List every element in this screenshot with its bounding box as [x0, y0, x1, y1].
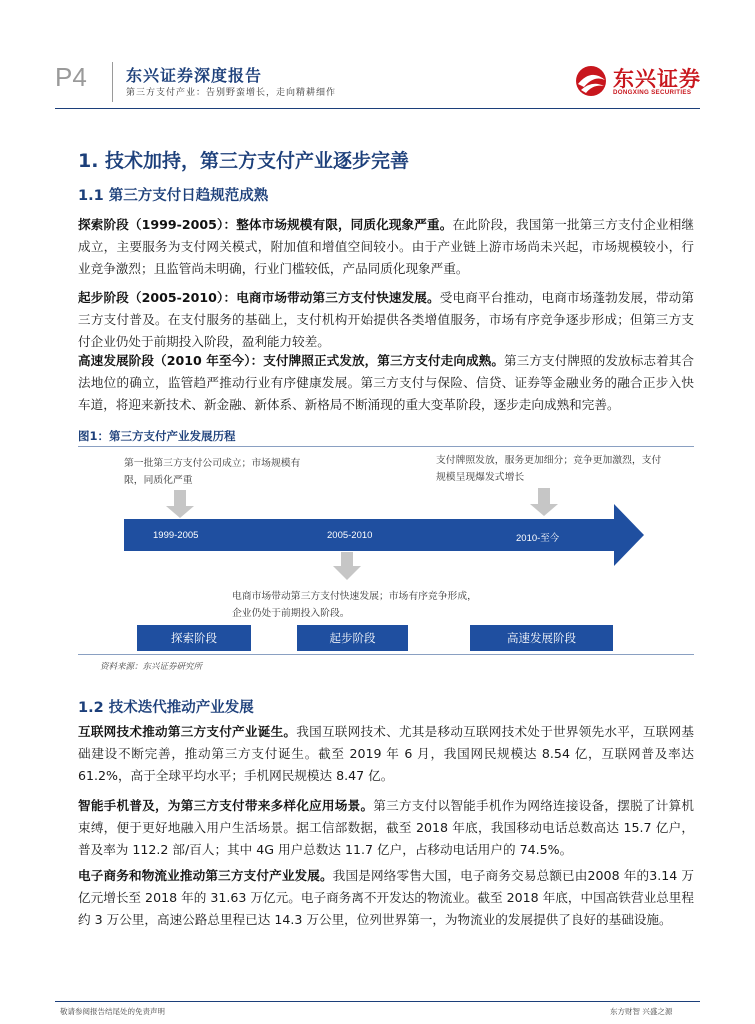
figure-note-exploration: 第一批第三方支付公司成立；市场规模有限，同质化严重 [124, 458, 301, 486]
page-number: P4 [55, 62, 87, 92]
paragraph-smartphone [78, 795, 694, 861]
paragraph-body: 第三方支付以智能手机作为网络连接设备，摆脱了计算机束缚，便于更好地融入用户生活场景。据工信部数据，截至 2018 年底，我国移动电话总数高达 15.7 亿户，普及率为 112.2 部/百人；其中 4G 用户总数达 11.7 亿户，占移动电话用户的 74.5%。 [78, 798, 695, 857]
paragraph-body: 受电商平台推动，电商市场蓬勃发展，带动第三方支付普及。在支付服务的基础上，支付机构开始提供各类增值服务，市场有序竞争逐步形成；但第三方支付企业仍处于前期投入阶段，盈利能力较差。 [78, 290, 695, 349]
paragraph-lead: 高速发展阶段（2010 年至今）：支付牌照正式发放，第三方支付走向成熟。 [78, 353, 505, 368]
figure-note-growth: 支付牌照发放，服务更加细分；竞争更加激烈，支付规模呈现爆发式增长 [436, 455, 662, 483]
header-divider [112, 62, 113, 102]
paragraph-body: 在此阶段，我国第一批第三方支付企业相继成立，主要服务为支付网关模式，附加值和增值空间较小。由于产业链上游市场尚未兴起，市场规模较小，行业竞争激烈；且监管尚未明确，行业门槛较低，产品同质化现象严重。 [78, 217, 695, 276]
figure-title: 图1：第三方支付产业发展历程 [78, 429, 236, 443]
timeline-label: 2010-至今 [516, 533, 560, 544]
paragraph-startup [78, 287, 694, 353]
figure-bottom-rule [78, 654, 694, 655]
paragraph-lead: 互联网技术推动第三方支付产业诞生。 [78, 724, 297, 739]
paragraph-exploration [78, 214, 694, 280]
paragraph-lead: 智能手机普及，为第三方支付带来多样化应用场景。 [78, 798, 374, 813]
up-arrow-icon [530, 488, 558, 516]
header-rule [55, 108, 700, 109]
stage-box-startup: 起步阶段 [297, 625, 408, 651]
down-arrow-icon [333, 552, 361, 580]
paragraph-internet [78, 721, 694, 787]
subsection-title-1: 1.1 第三方支付日趋规范成熟 [78, 188, 269, 204]
report-subtitle: 第三方支付产业：告别野蛮增长，走向精耕细作 [126, 88, 337, 98]
stage-box-growth: 高速发展阶段 [470, 625, 613, 651]
paragraph-body: 第三方支付牌照的发放标志着其合法地位的确立，监管趋严推动行业有序健康发展。第三方支付与保险、信贷、证券等金融业务的融合正步入快车道，将迎来新技术、新金融、新体系、新格局不断涌现的重大变革阶段，逐步走向成熟和完善。 [78, 353, 695, 412]
up-arrow-icon [166, 490, 194, 518]
paragraph-lead: 探索阶段（1999-2005）：整体市场规模有限，同质化现象严重。 [78, 217, 453, 232]
footer-rule [55, 1001, 700, 1002]
logo-subtext: DONGXING SECURITIES [613, 89, 692, 96]
timeline-label: 2005-2010 [327, 530, 373, 541]
figure-source: 资料来源：东兴证券研究所 [100, 662, 203, 672]
paragraph-ecommerce [78, 865, 694, 931]
figure-note-startup: 电商市场带动第三方支付快速发展；市场有序竞争形成，企业仍处于前期投入阶段。 [232, 591, 477, 619]
section-title: 1. 技术加持，第三方支付产业逐步完善 [78, 150, 410, 172]
paragraph-lead: 电子商务和物流业推动第三方支付产业发展。 [78, 868, 333, 883]
report-title: 东兴证券深度报告 [126, 66, 263, 85]
subsection-title-2: 1.2 技术迭代推动产业发展 [78, 700, 254, 716]
paragraph-lead: 起步阶段（2005-2010）：电商市场带动第三方支付快速发展。 [78, 290, 440, 305]
timeline-arrow-icon [124, 504, 644, 566]
logo-text: 东兴证券 [613, 67, 701, 91]
stage-box-exploration: 探索阶段 [137, 625, 251, 651]
paragraph-rapid-growth [78, 350, 694, 416]
paragraph-body: 我国是网络零售大国，电子商务交易总额已由2008 年的3.14 万亿元增长至 2018 年的 31.63 万亿元。电子商务离不开发达的物流业。截至 2018 年底，中国高铁营业总里程约 3 万公里，高速公路总里程已达 14.3 万公里，位列世界第一，为物流业的发展提供了良好的基础设施。 [78, 868, 694, 927]
timeline-label: 1999-2005 [153, 530, 199, 541]
footer-disclaimer: 敬请参阅报告结尾处的免责声明 [60, 1007, 165, 1016]
paragraph-body: 我国互联网技术、尤其是移动互联网技术处于世界领先水平，互联网基础建设不断完善，推动第三方支付诞生。截至 2019 年 6 月，我国网民规模达 8.54 亿，互联网普及率达 61.2%，高于全球平均水平；手机网民规模达 8.47 亿。 [78, 724, 695, 783]
footer-slogan: 东方财智 兴盛之源 [610, 1007, 673, 1016]
figure-top-rule [78, 446, 694, 447]
